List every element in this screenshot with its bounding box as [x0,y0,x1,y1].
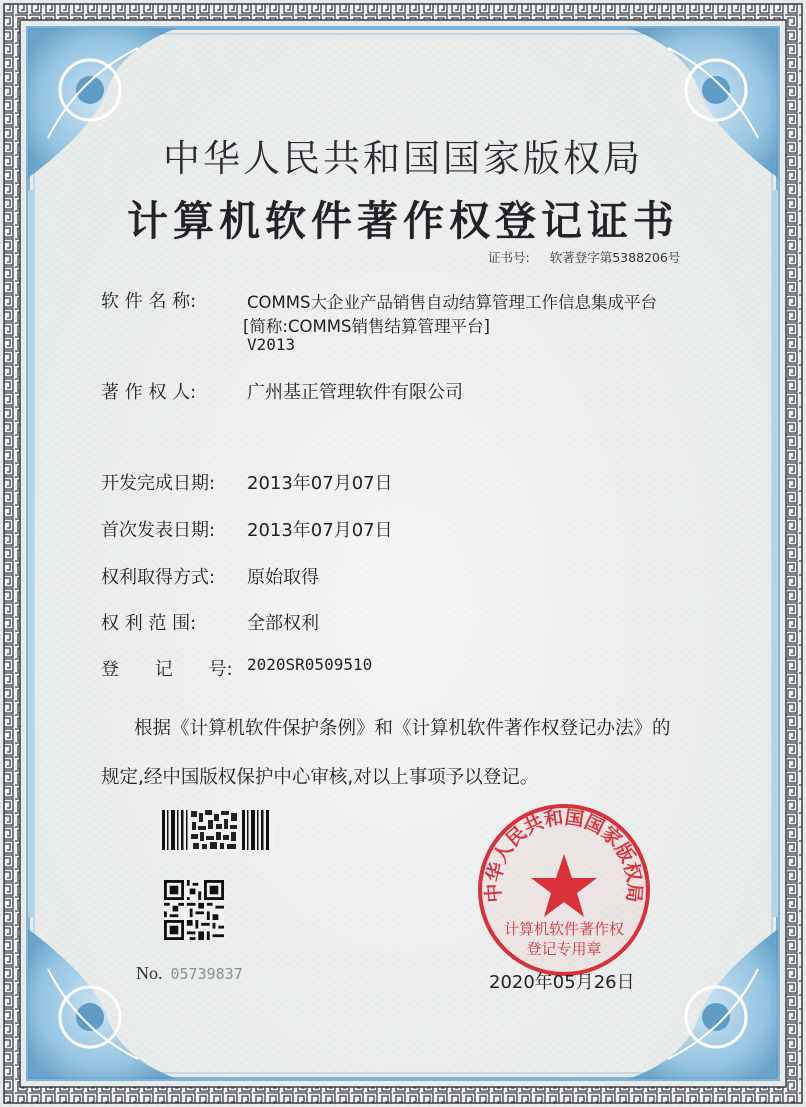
field-value: 2013年07月07日 [247,520,393,541]
field-registration-no [101,655,373,681]
field-label: 权 利 范 围: [101,613,197,634]
field-label-text: 登 记 号: [101,659,233,680]
field-value: 全部权利 [247,613,319,634]
field-acquisition-method [101,563,319,589]
certificate-number-label: 证书号: [488,250,530,265]
field-label: 软 件 名 称: [101,291,197,312]
field-value: 2013年07月07日 [247,473,393,494]
corner-ornament-bottom-left [28,929,178,1079]
seal-inner-line-1: 计算机软件著作权 [503,920,625,938]
field-first-publication-date [101,516,393,542]
software-name-line-2: [简称:COMMS销售结算管理平台] [243,317,490,336]
statement-line-1: 根据《计算机软件保护条例》和《计算机软件著作权登记办法》的 [134,718,671,739]
seal-inner-line-2: 登记专用章 [526,940,602,958]
field-value: 2020SR0509510 [247,655,373,674]
field-label: 首次发表日期: [101,520,216,541]
software-name-line-1: COMMS大企业产品销售自动结算管理工作信息集成平台 [247,293,657,312]
certificate-number [488,248,680,266]
field-label: 著 作 权 人: [101,382,197,403]
field-label: 开发完成日期: [101,473,216,494]
serial-number-value: 05739837 [170,965,243,983]
software-name-line-3: V2013 [247,335,296,354]
official-seal [474,800,654,980]
seal-outer-text: 中华人民共和国国家版权局 [482,806,646,904]
certificate-number-value: 软著登字第5388206号 [549,250,681,265]
certificate-title: 计算机软件著作权登记证书 [127,197,679,245]
field-value: 原始取得 [247,567,319,588]
field-value: 广州基正管理软件有限公司 [247,382,463,403]
statement-line-2: 规定,经中国版权保护中心审核,对以上事项予以登记。 [101,767,539,788]
serial-number [136,963,243,984]
issuer-title: 中华人民共和国国家版权局 [163,137,643,180]
field-label: 权利取得方式: [101,567,216,588]
field-label [101,655,241,681]
field-rights-scope [101,609,319,635]
field-copyright-owner [101,378,463,404]
issue-date: 2020年05月26日 [489,972,635,993]
field-software-name [101,287,241,313]
field-completion-date [101,469,393,495]
serial-prefix: No. [136,963,163,983]
qr-code-image [164,880,224,940]
barcode-image [160,808,274,852]
